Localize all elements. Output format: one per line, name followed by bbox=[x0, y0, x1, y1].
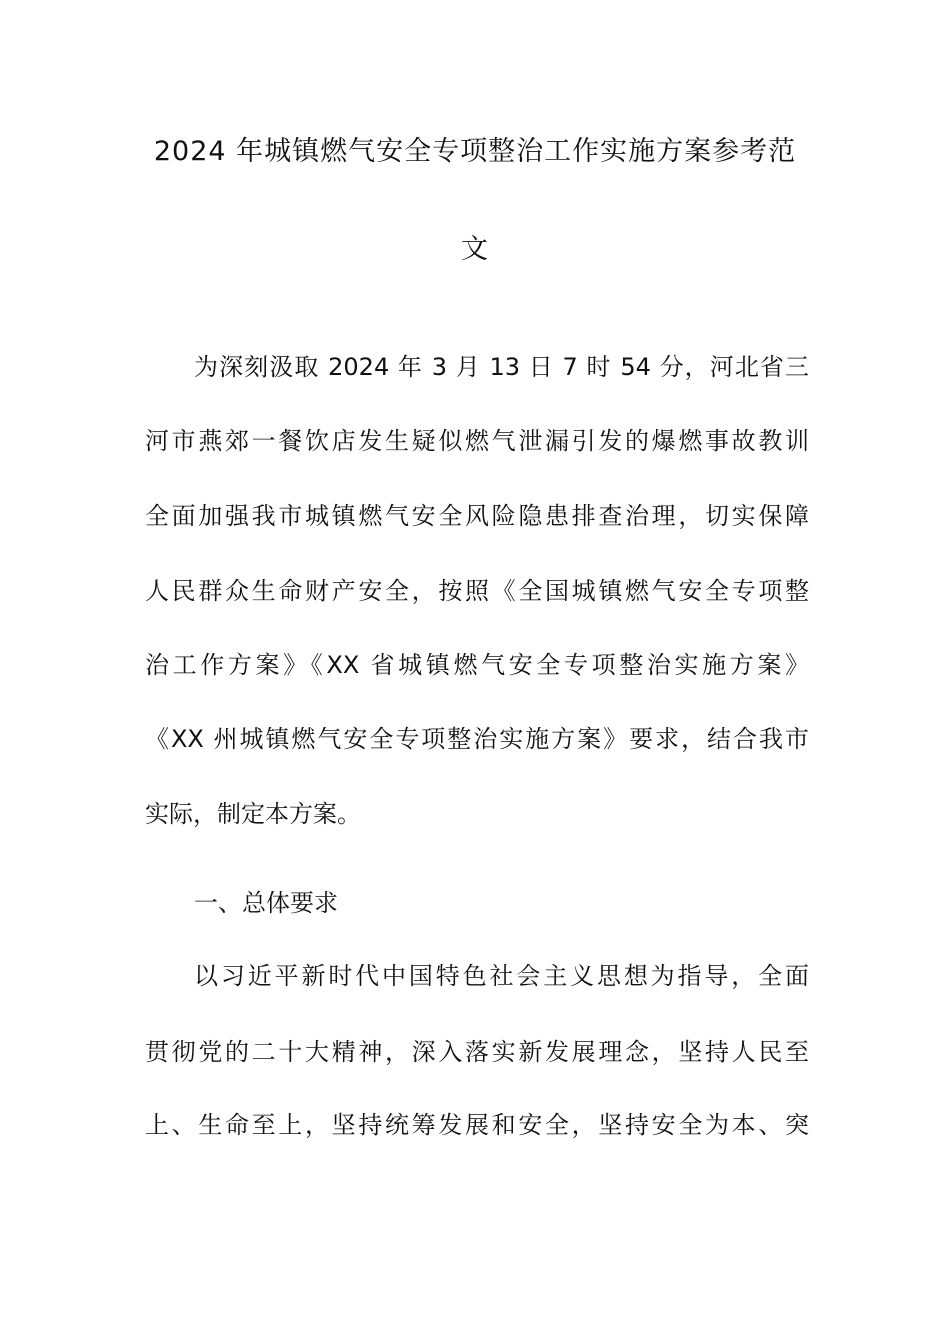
paragraph-line: 《XX 州城镇燃气安全专项整治实施方案》要求，结合我市 bbox=[145, 725, 809, 753]
paragraph-line: 实际，制定本方案。 bbox=[145, 800, 361, 828]
paragraph-line: 全面加强我市城镇燃气安全风险隐患排查治理，切实保障 bbox=[145, 502, 809, 530]
paragraph-line: 人民群众生命财产安全，按照《全国城镇燃气安全专项整 bbox=[145, 577, 809, 605]
paragraph-line: 河市燕郊一餐饮店发生疑似燃气泄漏引发的爆燃事故教训 bbox=[145, 427, 809, 455]
paragraph-line: 以习近平新时代中国特色社会主义思想为指导，全面 bbox=[194, 962, 809, 990]
document-title-line-2: 文 bbox=[461, 234, 489, 265]
paragraph-line: 治工作方案》《XX 省城镇燃气安全专项整治实施方案》 bbox=[145, 651, 809, 679]
document-title-line-1: 2024 年城镇燃气安全专项整治工作实施方案参考范 bbox=[153, 136, 797, 167]
paragraph-line: 贯彻党的二十大精神，深入落实新发展理念，坚持人民至 bbox=[145, 1038, 809, 1066]
paragraph-line: 为深刻汲取 2024 年 3 月 13 日 7 时 54 分，河北省三 bbox=[194, 353, 809, 381]
paragraph-line: 上、生命至上，坚持统筹发展和安全，坚持安全为本、突 bbox=[145, 1111, 809, 1139]
section-heading: 一、总体要求 bbox=[194, 889, 338, 917]
